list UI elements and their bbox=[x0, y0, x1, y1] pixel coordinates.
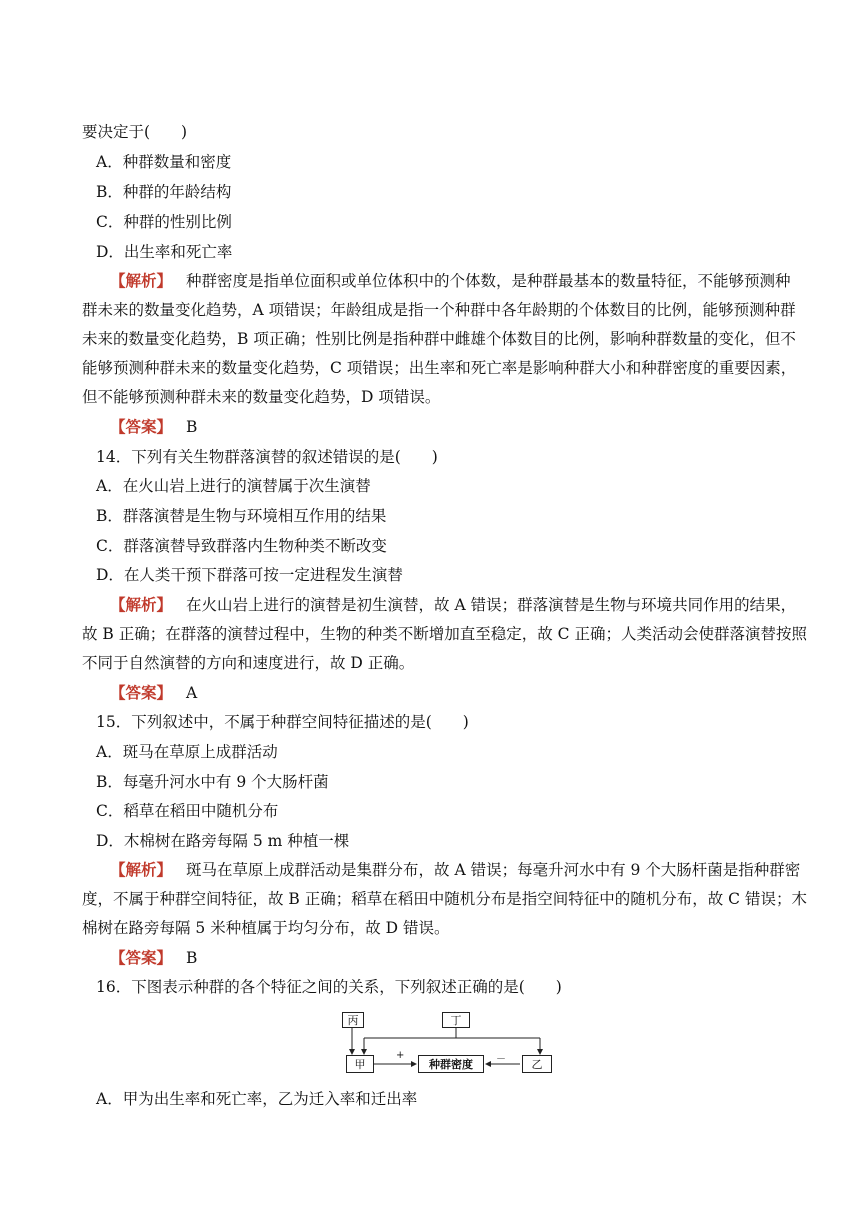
q13-option-b: B．种群的年龄结构 bbox=[96, 183, 232, 201]
analysis-tag: 【解析】 bbox=[110, 595, 173, 614]
q13-analysis-line-5: 但不能够预测种群未来的数量变化趋势，D 项错误。 bbox=[82, 388, 441, 406]
q13-analysis-line-4: 能够预测种群未来的数量变化趋势，C 项错误；出生率和死亡率是影响种群大小和种群密度的重要因素， bbox=[82, 359, 797, 377]
q15-option-a: A．斑马在草原上成群活动 bbox=[96, 743, 278, 761]
answer-tag: 【答案】 bbox=[110, 417, 173, 436]
q15-option-d: D．木棉树在路旁每隔 5 m 种植一棵 bbox=[96, 832, 350, 850]
q13-option-c: C．种群的性别比例 bbox=[96, 213, 232, 231]
q14-option-c: C．群落演替导致群落内生物种类不断改变 bbox=[96, 537, 387, 555]
population-diagram bbox=[340, 1008, 560, 1078]
q14-option-b: B．群落演替是生物与环境相互作用的结果 bbox=[96, 507, 387, 525]
q14-analysis-line-1: 在火山岩上进行的演替是初生演替，故 A 错误；群落演替是生物与环境共同作用的结果， bbox=[186, 596, 797, 614]
q13-option-d: D．出生率和死亡率 bbox=[96, 243, 233, 261]
analysis-tag: 【解析】 bbox=[110, 271, 173, 290]
q13-analysis-line-3: 未来的数量变化趋势，B 项正确；性别比例是指种群中雌雄个体数目的比例，影响种群数量的变化，但不 bbox=[82, 330, 796, 348]
q15-analysis-first bbox=[110, 859, 810, 881]
node-population-density: 种群密度 bbox=[418, 1055, 484, 1073]
minus-sign: － bbox=[496, 1054, 506, 1065]
q14-option-a: A．在火山岩上进行的演替属于次生演替 bbox=[96, 477, 371, 495]
q15-answer bbox=[110, 947, 810, 969]
q14-option-d: D．在人类干预下群落可按一定进程发生演替 bbox=[96, 566, 403, 584]
q15-option-b: B．每毫升河水中有 9 个大肠杆菌 bbox=[96, 773, 329, 791]
q15-option-c: C．稻草在稻田中随机分布 bbox=[96, 802, 279, 820]
q13-analysis-line-1: 种群密度是指单位面积或单位体积中的个体数，是种群最基本的数量特征，不能够预测种 bbox=[186, 272, 791, 290]
q14-analysis-line-3: 不同于自然演替的方向和速度进行，故 D 正确。 bbox=[82, 654, 415, 672]
answer-tag: 【答案】 bbox=[110, 948, 173, 967]
node-bing: 丙 bbox=[342, 1012, 364, 1028]
q13-answer bbox=[110, 416, 810, 438]
q13-analysis-line-2: 群未来的数量变化趋势，A 项错误；年龄组成是指一个种群中各年龄期的个体数目的比例，能够预测种群 bbox=[82, 301, 796, 319]
q14-stem: 14．下列有关生物群落演替的叙述错误的是( ) bbox=[96, 448, 438, 466]
q14-answer-value: A bbox=[186, 684, 198, 702]
node-yi: 乙 bbox=[522, 1055, 552, 1073]
q15-stem: 15．下列叙述中，不属于种群空间特征描述的是( ) bbox=[96, 713, 469, 731]
q13-stem-tail: 要决定于( ) bbox=[82, 123, 188, 141]
q16-stem: 16．下图表示种群的各个特征之间的关系，下列叙述正确的是( ) bbox=[96, 978, 562, 996]
q15-analysis-line-2: 度，不属于种群空间特征，故 B 正确；稻草在稻田中随机分布是指空间特征中的随机分布，故 C 错误；木 bbox=[82, 890, 807, 908]
q14-analysis-first bbox=[110, 594, 810, 616]
q13-analysis-first bbox=[110, 270, 810, 292]
q15-analysis-line-3: 棉树在路旁每隔 5 米种植属于均匀分布，故 D 错误。 bbox=[82, 919, 450, 937]
q14-analysis-line-2: 故 B 正确；在群落的演替过程中，生物的种类不断增加直至稳定，故 C 正确；人类活动会使群落演替按照 bbox=[82, 625, 807, 643]
q14-answer bbox=[110, 682, 810, 704]
q16-option-a: A．甲为出生率和死亡率，乙为迁入率和迁出率 bbox=[96, 1090, 418, 1108]
plus-sign: + bbox=[396, 1050, 405, 1061]
answer-tag: 【答案】 bbox=[110, 683, 173, 702]
q15-answer-value: B bbox=[186, 949, 198, 967]
analysis-tag: 【解析】 bbox=[110, 860, 173, 879]
q13-option-a: A．种群数量和密度 bbox=[96, 153, 232, 171]
q13-answer-value: B bbox=[186, 418, 198, 436]
node-jia: 甲 bbox=[346, 1055, 374, 1073]
q15-analysis-line-1: 斑马在草原上成群活动是集群分布，故 A 错误；每毫升河水中有 9 个大肠杆菌是指种群密 bbox=[186, 861, 801, 879]
node-ding: 丁 bbox=[442, 1012, 470, 1028]
